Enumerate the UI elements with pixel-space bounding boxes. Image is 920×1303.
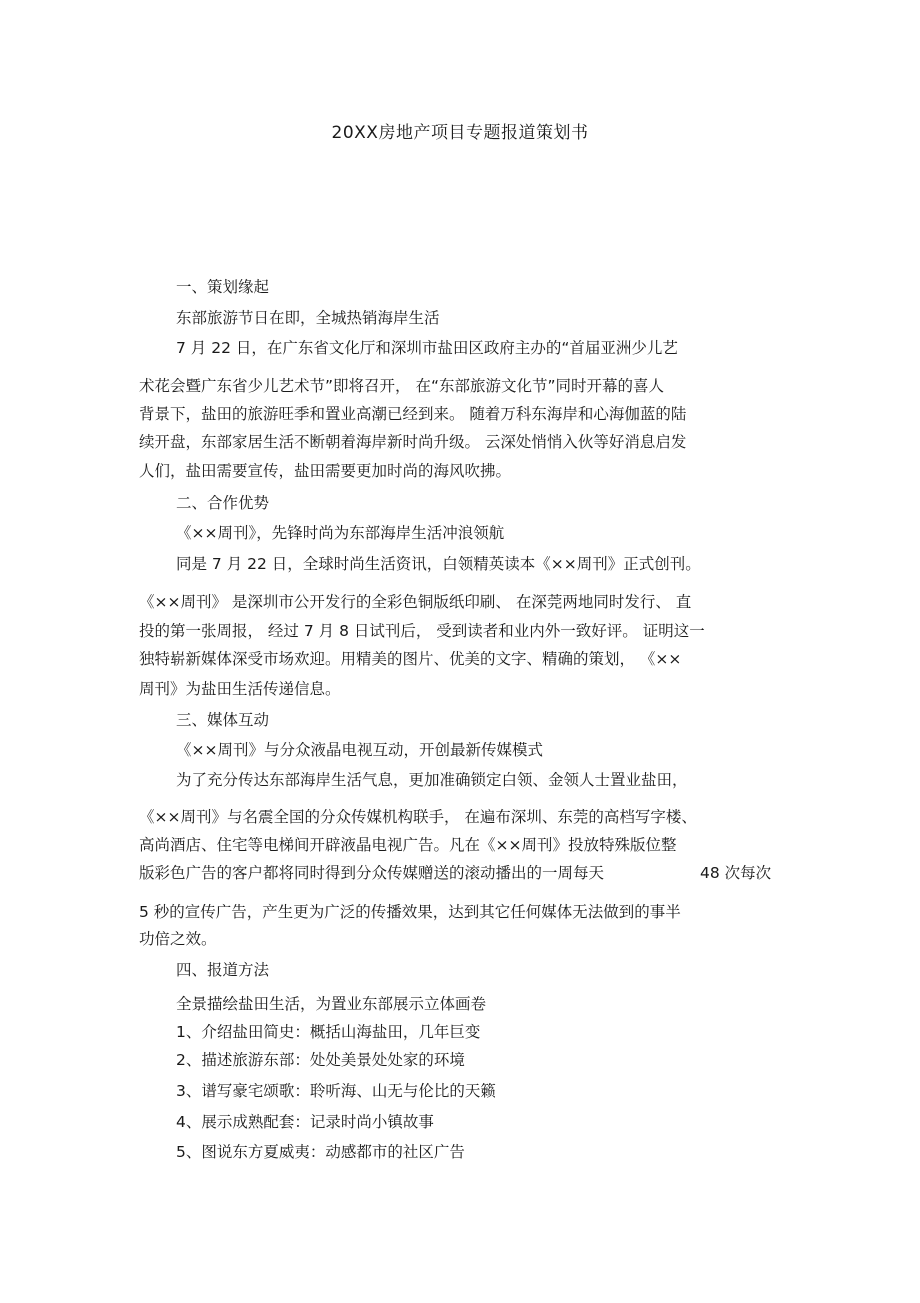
section1-paragraph-line: 背景下，盐田的旅游旺季和置业高潮已经到来。 随着万科东海岸和心海伽蓝的陆: [139, 405, 687, 423]
section3-paragraph-line-end: 48 次每次: [700, 864, 772, 882]
section3-paragraph-line: 高尚酒店、住宅等电梯间开辟液晶电视广告。凡在《××周刊》投放特殊版位整: [139, 836, 677, 854]
section3-paragraph-line: 功倍之效。: [139, 930, 217, 948]
section1-subtitle: 东部旅游节日在即，全城热销海岸生活: [176, 309, 440, 327]
section3-paragraph-line: 《××周刊》与名震全国的分众传媒机构联手， 在遍布深圳、东莞的高档写字楼、: [139, 808, 697, 826]
list-item: 2、描述旅游东部：处处美景处处家的环境: [176, 1051, 465, 1069]
section1-paragraph-line: 续开盘，东部家居生活不断朝着海岸新时尚升级。 云深处悄悄入伙等好消息启发: [139, 433, 687, 451]
section3-paragraph-line: 版彩色广告的客户都将同时得到分众传媒赠送的滚动播出的一周每天: [139, 864, 605, 882]
list-item: 5、图说东方夏威夷：动感都市的社区广告: [176, 1143, 465, 1161]
section2-paragraph-line: 周刊》为盐田生活传递信息。: [139, 680, 341, 698]
section1-paragraph-line: 术花会暨广东省少儿艺术节”即将召开， 在“东部旅游文化节”同时开幕的喜人: [139, 377, 665, 395]
section3-paragraph-line: 5 秒的宣传广告，产生更为广泛的传播效果，达到其它任何媒体无法做到的事半: [139, 903, 681, 921]
section1-paragraph-line: 7 月 22 日，在广东省文化厅和深圳市盐田区政府主办的“首届亚洲少儿艺: [176, 339, 678, 357]
section2-paragraph-line: 独特崭新媒体深受市场欢迎。用精美的图片、优美的文字、精确的策划， 《××: [139, 650, 682, 668]
section4-heading: 四、报道方法: [176, 961, 270, 979]
list-item: 4、展示成熟配套：记录时尚小镇故事: [176, 1113, 434, 1131]
section3-paragraph-line: 为了充分传达东部海岸生活气息，更加准确锁定白领、金领人士置业盐田，: [176, 771, 688, 789]
section2-paragraph-line: 投的第一张周报， 经过 7 月 8 日试刊后， 受到读者和业内外一致好评。 证明这一: [139, 622, 705, 640]
document-title: 20XX房地产项目专题报道策划书: [331, 123, 589, 143]
section2-paragraph-line: 同是 7 月 22 日，全球时尚生活资讯，白领精英读本《××周刊》正式创刊。: [176, 555, 701, 573]
list-item: 3、谱写豪宅颂歌：聆听海、山无与伦比的天籁: [176, 1082, 496, 1100]
section1-heading: 一、策划缘起: [176, 278, 270, 296]
section2-paragraph-line: 《××周刊》 是深圳市公开发行的全彩色铜版纸印刷、 在深莞两地同时发行、 直: [139, 593, 692, 611]
section2-heading: 二、合作优势: [176, 494, 270, 512]
section3-subtitle: 《××周刊》与分众液晶电视互动，开创最新传媒模式: [176, 741, 543, 759]
list-item: 1、介绍盐田简史：概括山海盐田，几年巨变: [176, 1023, 481, 1041]
section2-subtitle: 《××周刊》，先锋时尚为东部海岸生活冲浪领航: [176, 524, 505, 542]
section3-heading: 三、媒体互动: [176, 711, 270, 729]
section4-subtitle: 全景描绘盐田生活，为置业东部展示立体画卷: [176, 995, 487, 1013]
section1-paragraph-line: 人们，盐田需要宣传，盐田需要更加时尚的海风吹拂。: [139, 462, 512, 480]
